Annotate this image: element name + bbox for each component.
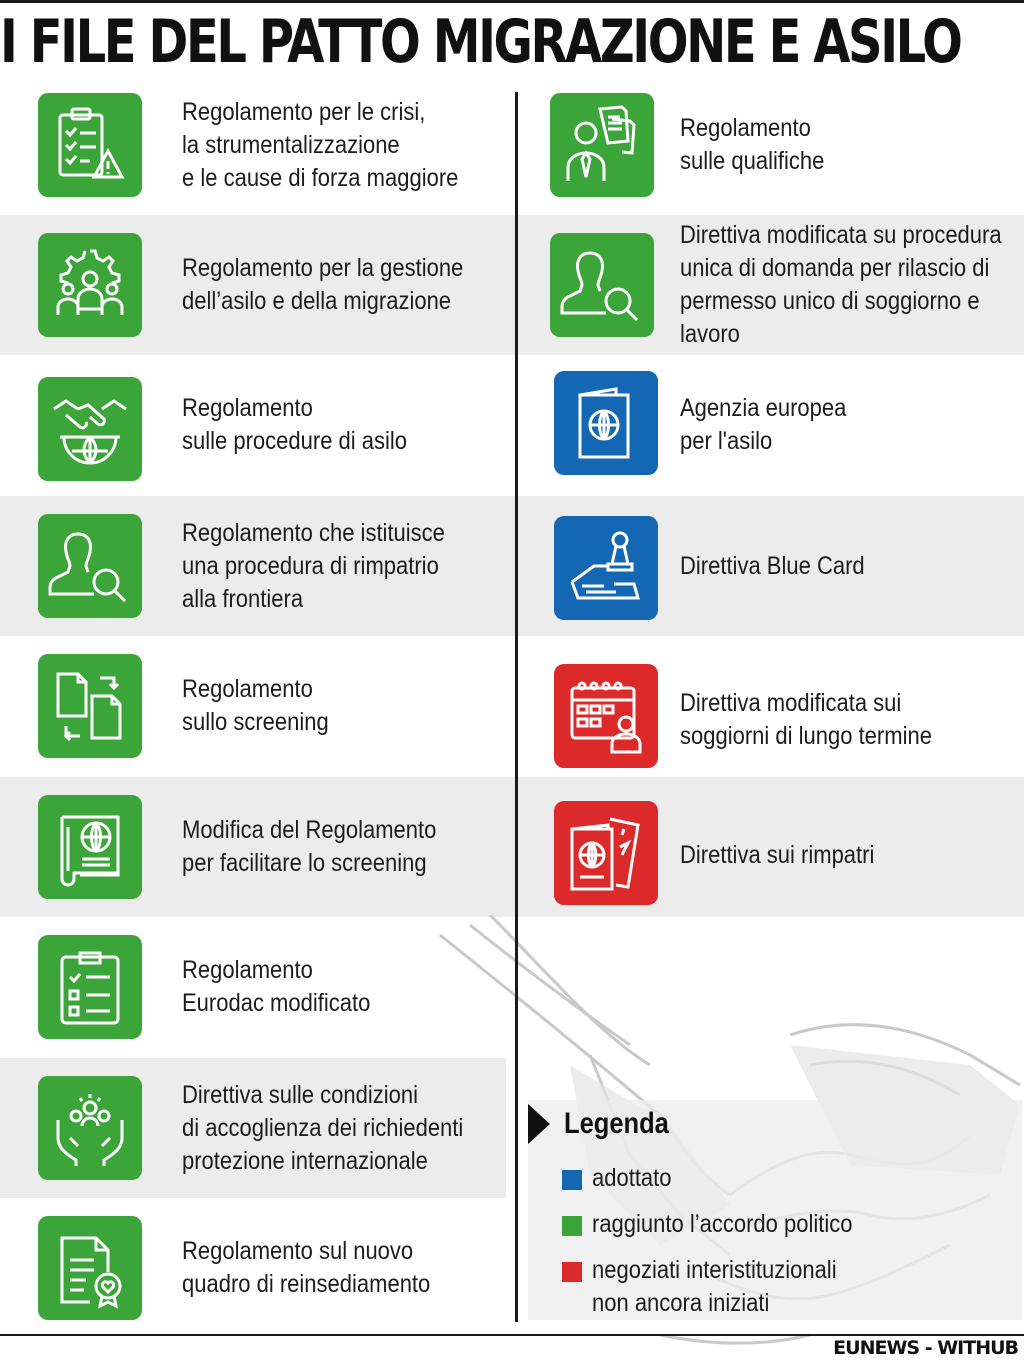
legend xyxy=(528,1100,1022,1320)
gear-people-icon xyxy=(38,233,142,337)
legend-swatch-not-started xyxy=(562,1262,582,1282)
source-credit: EUNEWS - WITHUB xyxy=(833,1337,1018,1359)
file-item-qualifications xyxy=(520,75,1024,215)
file-item-eurodac xyxy=(0,917,510,1057)
file-item-label: Regolamento sulle qualifiche xyxy=(680,114,825,175)
file-item-asylum-agency xyxy=(520,355,1024,495)
legend-label-political-agreement: raggiunto l’accordo politico xyxy=(592,1210,853,1238)
globe-document-icon xyxy=(38,795,142,899)
file-item-blue-card xyxy=(520,496,1024,636)
legend-label-adopted: adottato xyxy=(592,1164,672,1192)
person-search-icon xyxy=(38,514,142,618)
hands-people-icon xyxy=(38,1076,142,1180)
page-title: I FILE DEL PATTO MIGRAZIONE E ASILO xyxy=(0,7,961,77)
passport-ticket-icon xyxy=(554,801,658,905)
stamp-icon xyxy=(554,516,658,620)
file-item-label: Regolamento sullo screening xyxy=(182,675,329,736)
column-divider xyxy=(515,92,518,1322)
calendar-person-icon xyxy=(554,664,658,768)
file-item-resettlement xyxy=(0,1198,510,1338)
document-exchange-icon xyxy=(38,654,142,758)
legend-title: Legenda xyxy=(564,1107,669,1140)
file-item-long-term-residents xyxy=(520,650,1024,790)
passport-icon xyxy=(554,371,658,475)
legend-arrow-icon xyxy=(528,1104,550,1144)
file-item-label: Direttiva sui rimpatri xyxy=(680,840,875,869)
legend-swatch-adopted xyxy=(562,1170,582,1190)
file-item-label: Regolamento che istituisce una procedura di rimpatrio alla frontiera xyxy=(182,518,445,613)
handshake-globe-icon xyxy=(38,377,142,481)
file-item-label: Regolamento Eurodac modificato xyxy=(182,956,371,1017)
file-item-asylum-management xyxy=(0,215,510,355)
clipboard-list-icon xyxy=(38,935,142,1039)
top-rule xyxy=(0,0,1024,3)
file-item-label: Regolamento per le crisi, la strumentalizzazione e le cause di forza maggiore xyxy=(182,97,459,192)
file-item-reception-conditions xyxy=(0,1058,510,1198)
file-item-label: Regolamento sulle procedure di asilo xyxy=(182,394,408,455)
file-item-asylum-procedures xyxy=(0,355,510,495)
file-item-label: Regolamento sul nuovo quadro di reinsediamento xyxy=(182,1237,431,1298)
file-item-label: Direttiva Blue Card xyxy=(680,551,865,580)
file-item-screening xyxy=(0,636,510,776)
file-item-crisis-regulation xyxy=(0,75,510,215)
file-item-label: Regolamento per la gestione dell’asilo e della migrazione xyxy=(182,254,464,315)
person-documents-icon xyxy=(550,93,654,197)
file-item-label: Modifica del Regolamento per facilitare lo screening xyxy=(182,816,437,877)
file-item-label: Direttiva modificata sui soggiorni di lungo termine xyxy=(680,689,932,750)
legend-swatch-political-agreement xyxy=(562,1216,582,1236)
file-item-border-return xyxy=(0,496,510,636)
person-search-icon xyxy=(550,233,654,337)
checklist-warning-icon xyxy=(38,93,142,197)
legend-label-not-started: negoziati interistituzionali non ancora iniziati xyxy=(592,1256,837,1317)
document-heart-icon xyxy=(38,1216,142,1320)
file-item-single-permit xyxy=(520,215,1024,355)
file-item-label: Direttiva sulle condizioni di accoglienza dei richiedenti protezione internazionale xyxy=(182,1080,464,1175)
file-item-label: Agenzia europea per l'asilo xyxy=(680,394,847,455)
file-item-screening-amendment xyxy=(0,777,510,917)
file-item-label: Direttiva modificata su procedura unica di domanda per rilascio di permesso unico di soggiorno e lavoro xyxy=(680,221,1002,348)
file-item-returns xyxy=(520,785,1024,925)
